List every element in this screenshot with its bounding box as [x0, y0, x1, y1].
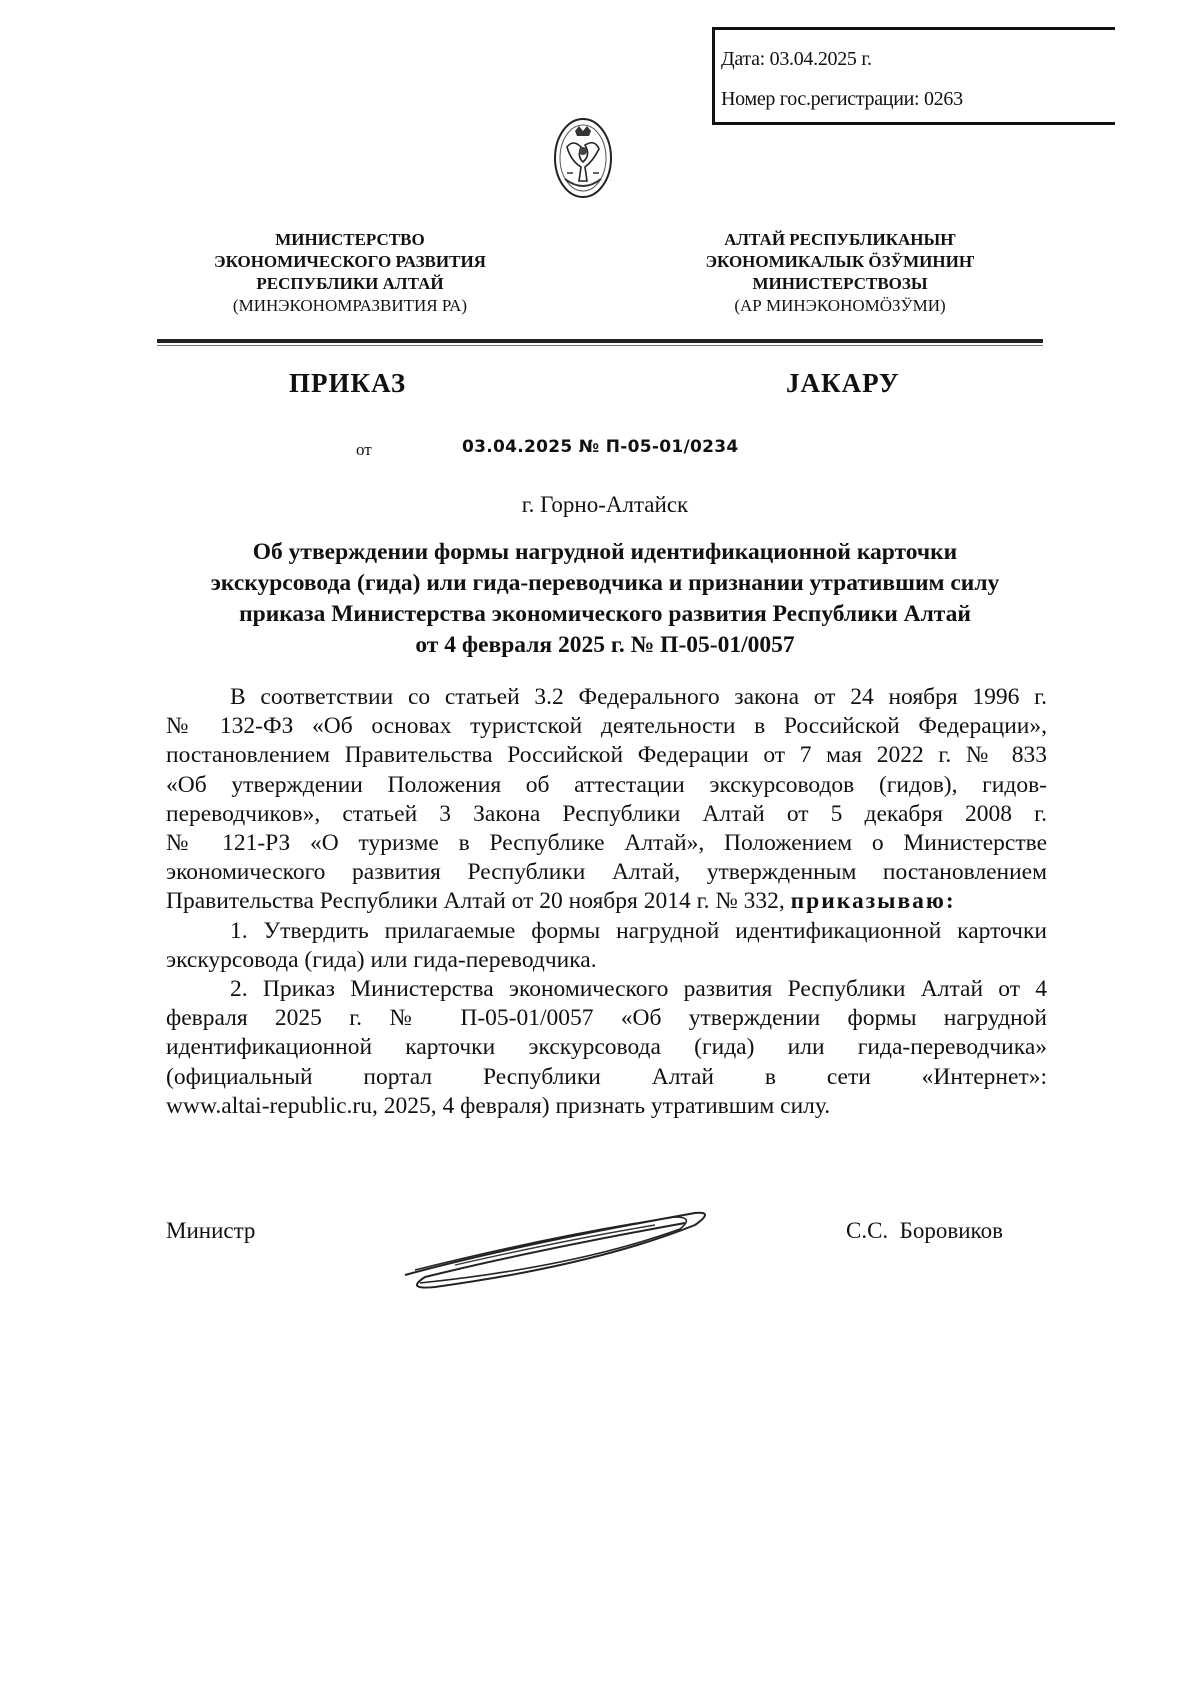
item-2-line: (официальный портал Республики Алтай в сети «Интернет»:: [166, 1063, 1047, 1090]
item-2-line: www.altai-republic.ru, 2025, 4 февраля) признать утратившим силу.: [166, 1092, 831, 1119]
text-line: [166, 887, 1047, 916]
header-divider-thin: [157, 345, 1043, 346]
order-word: приказываю:: [790, 888, 956, 915]
registration-number: [721, 88, 963, 111]
text-line: В соответствии со статьей 3.2 Федерального закона от 24 ноября 1996 г.: [230, 684, 1047, 710]
header-divider: [157, 339, 1043, 343]
registration-date: [721, 48, 872, 71]
doc-title-russian: ПРИКАЗ: [289, 368, 407, 398]
text-line: № 132-ФЗ «Об основах туристской деятельности в Российской Федерации»,: [166, 713, 1047, 740]
text-line: переводчиков», статьей 3 Закона Республики Алтай от 5 декабря 2008 г.: [166, 800, 1047, 827]
text-line: «Об утверждении Положения об аттестации экскурсоводов (гидов), гидов-: [166, 771, 1047, 798]
coat-of-arms-emblem: [553, 117, 613, 199]
org-line: АЛТАЙ РЕСПУБЛИКАНЫҤ: [724, 230, 956, 249]
org-line: ЭКОНОМИЧЕСКОГО РАЗВИТИЯ: [214, 252, 486, 271]
date-value: 03.04.2025 г.: [769, 48, 872, 70]
heading-line: приказа Министерства экономического развития Республики Алтай: [239, 601, 971, 627]
org-line: МИНИСТЕРСТВОЗЫ: [752, 274, 928, 293]
org-line: РЕСПУБЛИКИ АЛТАЙ: [256, 274, 444, 293]
handwritten-signature: [395, 1195, 715, 1295]
preamble-paragraph: [166, 683, 1047, 1121]
heading-line: экскурсовода (гида) или гида-переводчика и признании утратившим силу: [210, 570, 1000, 596]
text-line: № 121-РЗ «О туризме в Республике Алтай», Положением о Министерстве: [166, 830, 1047, 857]
item-1-line: 1. Утвердить прилагаемые формы нагрудной идентификационной карточки: [230, 917, 1047, 944]
heading-line: от 4 февраля 2025 г. № П-05-01/0057: [415, 632, 795, 658]
order-heading: [160, 537, 1050, 661]
text-line: постановлением Правительства Российской Федерации от 7 мая 2022 г. № 833: [166, 742, 1047, 769]
item-2-line: идентификационной карточки экскурсовода (гида) или гида-переводчика»: [166, 1034, 1047, 1061]
registration-box: [712, 27, 1115, 125]
org-line: МИНИСТЕРСТВО: [275, 230, 425, 249]
org-name-russian: [180, 229, 520, 317]
text-line: экономического развития Республики Алтай, утвержденным постановлением: [166, 859, 1047, 886]
org-abbr: (АР МИНЭКОНОМÖЗӰМИ): [734, 296, 946, 315]
reg-label: Номер гос.регистрации:: [721, 88, 920, 110]
date-label: Дата:: [721, 48, 765, 70]
org-abbr: (МИНЭКОНОМРАЗВИТИЯ РА): [232, 296, 468, 315]
text-span: Правительства Республики Алтай от 20 ноября 2014 г. № 332,: [166, 888, 785, 915]
from-label: от: [356, 440, 372, 459]
org-name-altai: [670, 229, 1010, 317]
doc-title-altai: ЈАКАРУ: [786, 368, 900, 398]
reg-value: 0263: [923, 88, 963, 110]
org-line: ЭКОНОМИКАЛЫК ÖЗӰМИНИҤ: [705, 252, 975, 271]
item-1-line: экскурсовода (гида) или гида-переводчика.: [166, 946, 597, 973]
order-number: 03.04.2025 № П-05-01/0234: [462, 437, 739, 457]
signatory-name: С.С. Боровиков: [846, 1218, 1003, 1243]
heading-line: Об утверждении формы нагрудной идентификационной карточки: [252, 539, 958, 565]
signatory-position: Министр: [166, 1218, 256, 1243]
item-2-line: 2. Приказ Министерства экономического развития Республики Алтай от 4: [230, 976, 1047, 1003]
city: г. Горно-Алтайск: [521, 492, 689, 517]
item-2-line: февраля 2025 г. № П-05-01/0057 «Об утверждении формы нагрудной: [166, 1005, 1047, 1032]
